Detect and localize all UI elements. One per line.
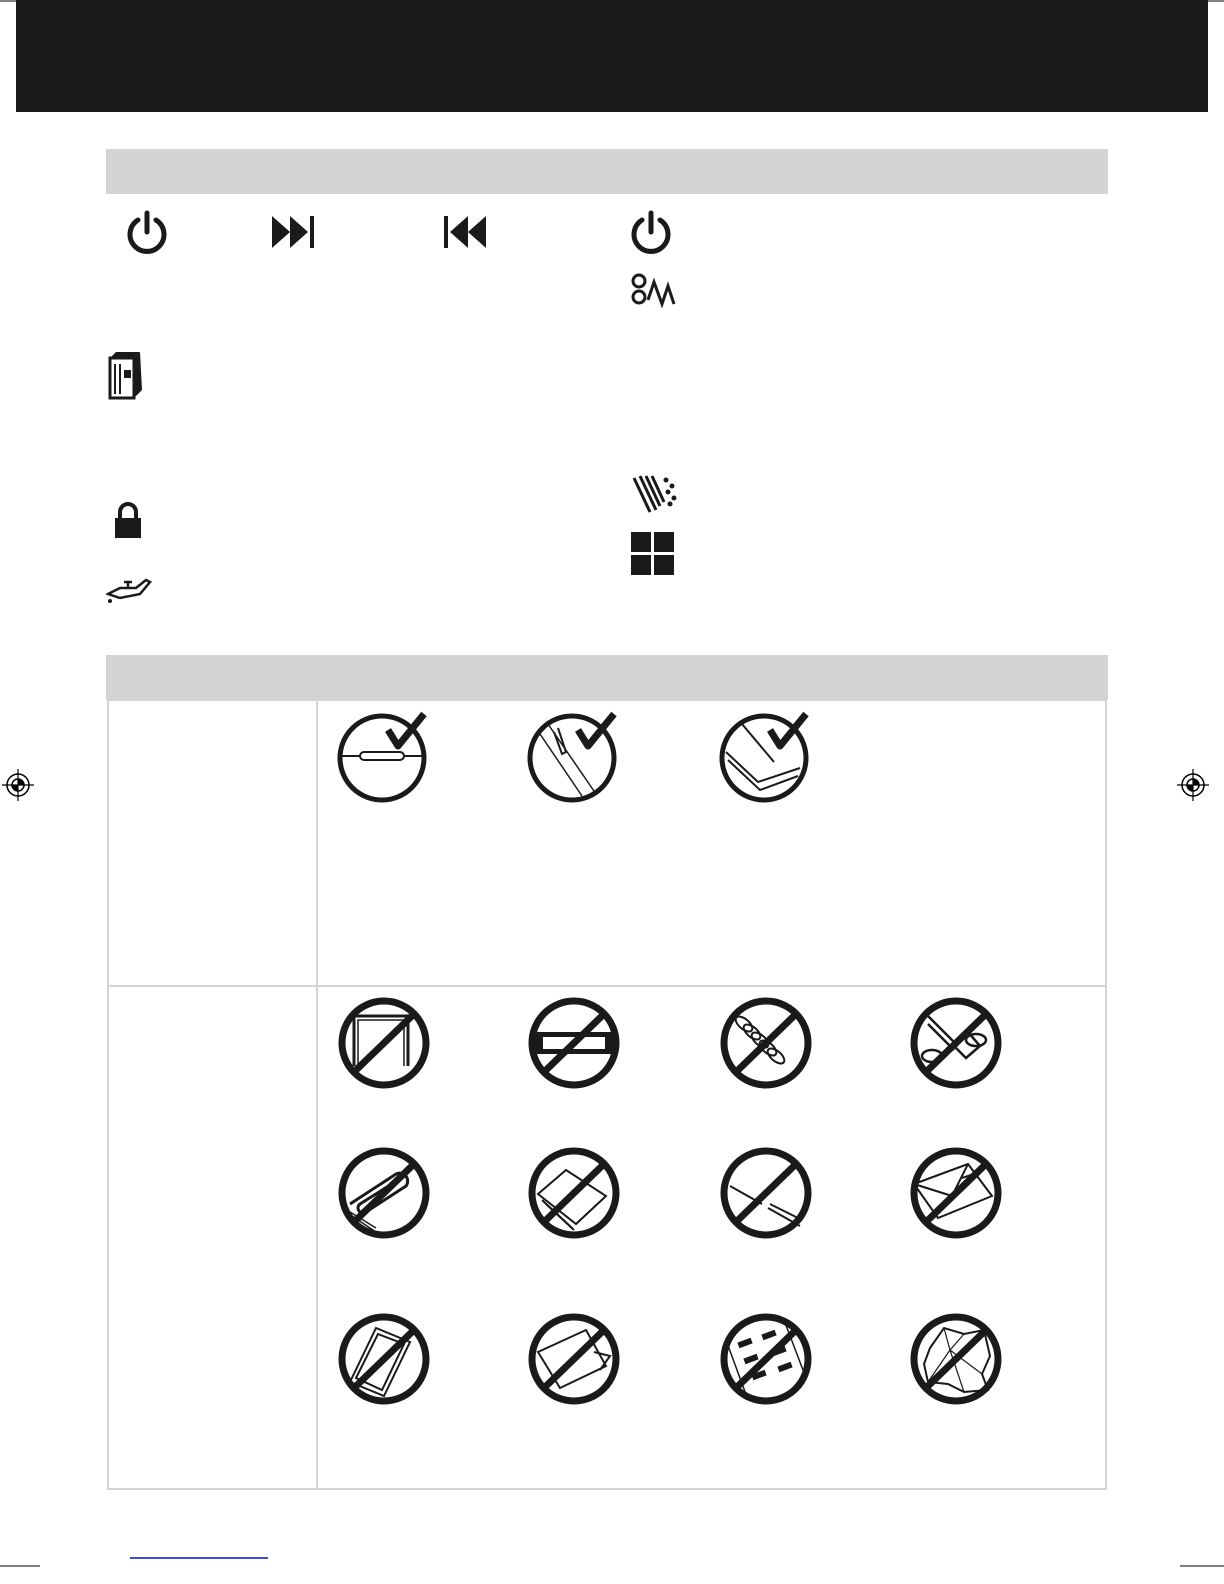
self-adhesive-label-icon — [526, 1312, 622, 1406]
power-icon — [628, 210, 674, 256]
paper-with-paperclip-icon — [526, 710, 622, 804]
crop-mark — [0, 1564, 40, 1572]
folded-paper-icon — [526, 1146, 622, 1240]
envelope-window-icon — [908, 1146, 1004, 1240]
binder-clip-icon — [908, 996, 1004, 1090]
oil-can-icon — [106, 576, 152, 604]
envelope-icon — [718, 710, 814, 804]
table-divider — [316, 699, 318, 1490]
crop-mark — [1180, 1564, 1224, 1572]
registration-mark-icon — [1177, 769, 1209, 801]
continuous-form-icon — [718, 1312, 814, 1406]
power-icon — [124, 210, 170, 256]
laminated-paper-icon — [336, 1312, 432, 1406]
binder-strip-icon — [526, 996, 622, 1090]
crumpled-paper-icon — [908, 1312, 1004, 1406]
grid-icon — [630, 531, 676, 577]
cut-type-icon — [630, 272, 678, 308]
rewind-icon — [442, 214, 488, 250]
table-row-divider — [107, 985, 1107, 987]
shredder-bin-icon — [106, 350, 146, 400]
fast-forward-icon — [270, 214, 316, 250]
paper-with-staple-icon — [336, 710, 432, 804]
padlock-icon — [113, 502, 143, 540]
registration-mark-icon — [2, 769, 34, 801]
large-paperclip-icon — [336, 1146, 432, 1240]
spiral-binding-icon — [718, 996, 814, 1090]
footer-link-underline[interactable] — [130, 1557, 268, 1559]
controls-section-bar — [106, 149, 1108, 194]
header-bar — [16, 0, 1208, 112]
wet-shred-icon — [630, 474, 678, 516]
large-staple-icon — [336, 996, 432, 1090]
paper-section-bar — [106, 655, 1108, 700]
thick-paper-icon — [718, 1146, 814, 1240]
